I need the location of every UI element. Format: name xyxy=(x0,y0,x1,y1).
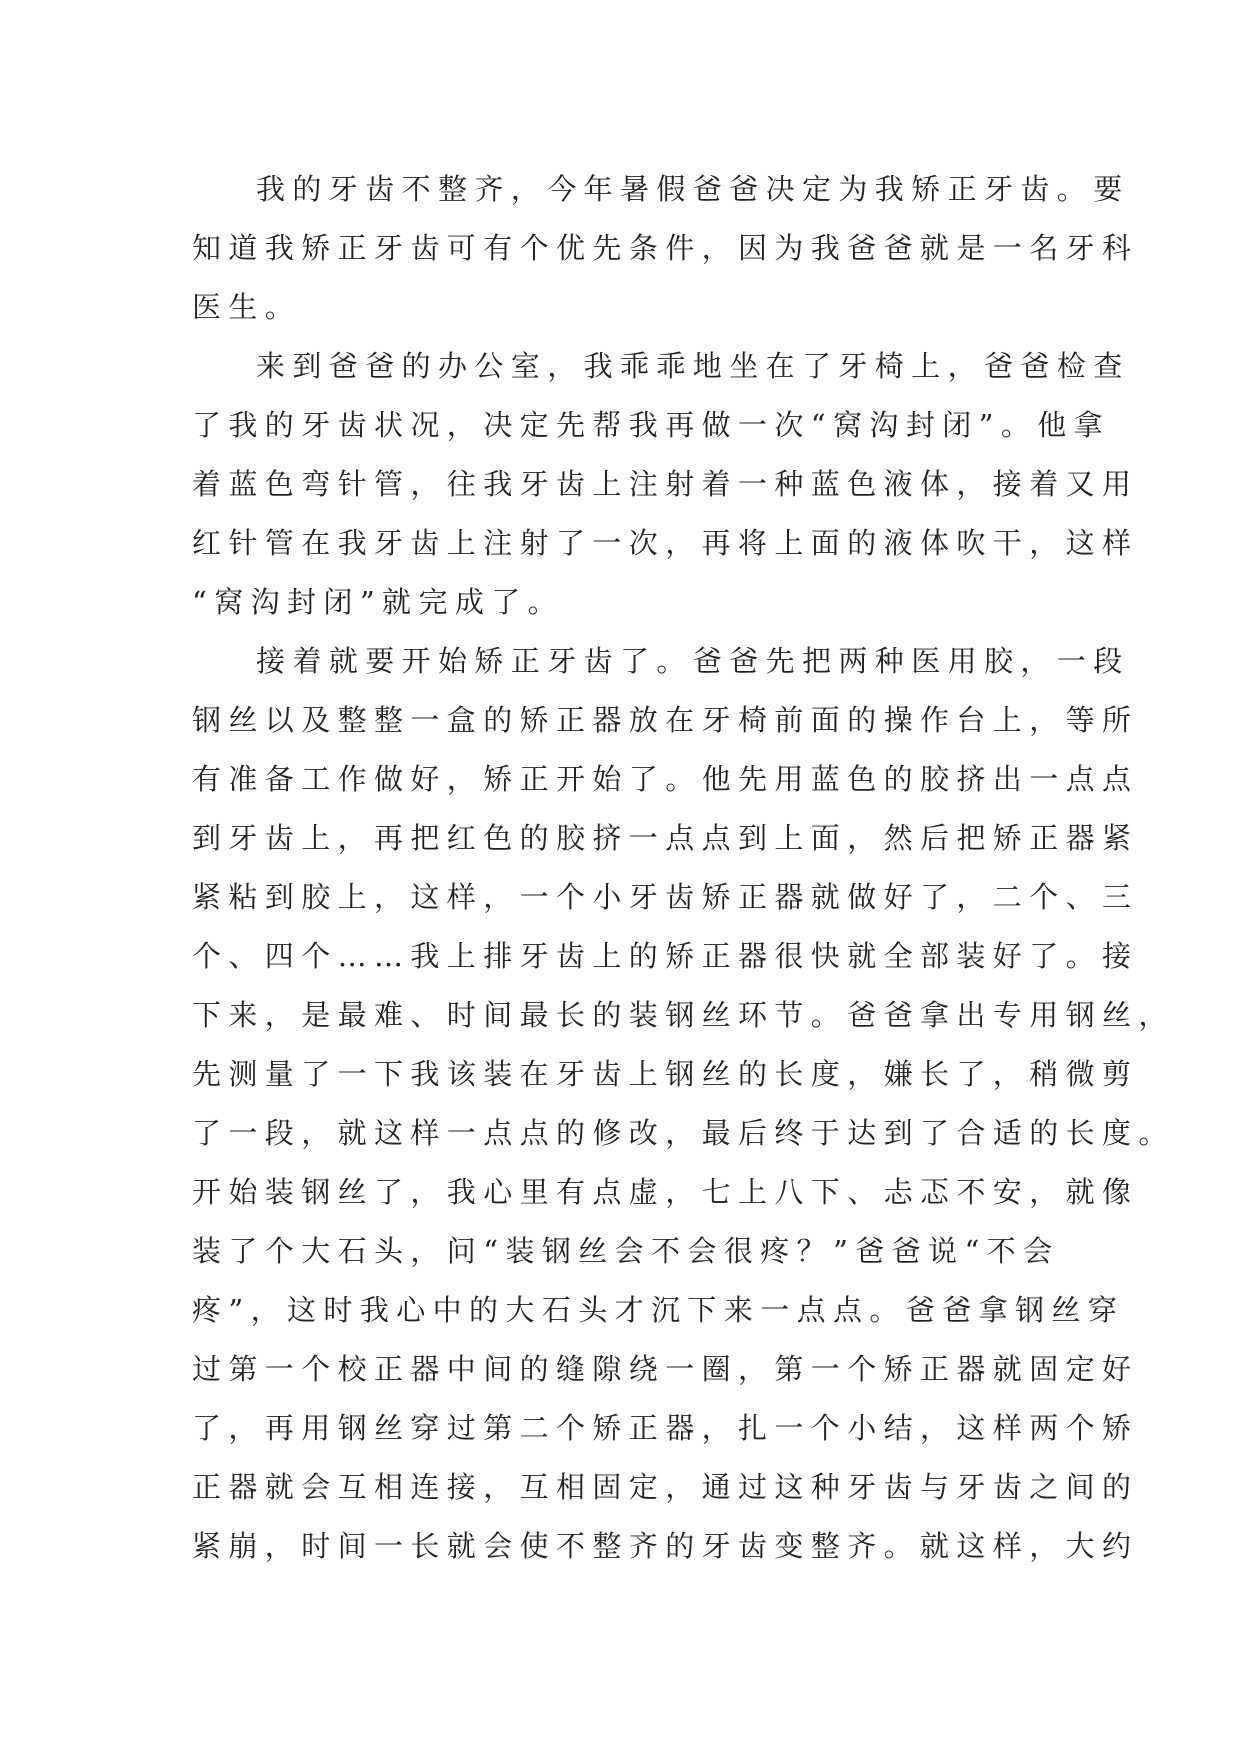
text-line: 了，再用钢丝穿过第二个矫正器，扎一个小结，这样两个矫 xyxy=(192,1411,1139,1445)
text-line: 装了个大石头，问“装钢丝会不会很疼？”爸爸说“不会 xyxy=(192,1234,1060,1268)
text-line: 先测量了一下我该装在牙齿上钢丝的长度，嫌长了，稍微剪 xyxy=(192,1057,1139,1091)
text-line: 接着就要开始矫正牙齿了。爸爸先把两种医用胶，一段 xyxy=(256,644,1130,678)
text-line: 了一段，就这样一点点的修改，最后终于达到了合适的长度。 xyxy=(192,1116,1175,1150)
text-line: 紧崩，时间一长就会使不整齐的牙齿变整齐。就这样，大约 xyxy=(192,1529,1139,1563)
text-line: 个、四个……我上排牙齿上的矫正器很快就全部装好了。接 xyxy=(192,939,1139,973)
text-line: 我的牙齿不整齐，今年暑假爸爸决定为我矫正牙齿。要 xyxy=(256,172,1130,206)
text-line: 开始装钢丝了，我心里有点虚，七上八下、忐忑不安，就像 xyxy=(192,1175,1139,1209)
text-line: 有准备工作做好，矫正开始了。他先用蓝色的胶挤出一点点 xyxy=(192,762,1139,796)
text-line: 医生。 xyxy=(192,290,302,324)
text-line: 红针管在我牙齿上注射了一次，再将上面的液体吹干，这样 xyxy=(192,526,1139,560)
text-line: 疼”，这时我心中的大石头才沉下来一点点。爸爸拿钢丝穿 xyxy=(192,1293,1125,1327)
text-line: 下来，是最难、时间最长的装钢丝环节。爸爸拿出专用钢丝， xyxy=(192,998,1175,1032)
text-line: 正器就会互相连接，互相固定，通过这种牙齿与牙齿之间的 xyxy=(192,1470,1139,1504)
text-line: “窝沟封闭”就完成了。 xyxy=(192,585,565,619)
text-line: 到牙齿上，再把红色的胶挤一点点到上面，然后把矫正器紧 xyxy=(192,821,1139,855)
text-line: 来到爸爸的办公室，我乖乖地坐在了牙椅上，爸爸检查 xyxy=(256,349,1130,383)
text-line: 过第一个校正器中间的缝隙绕一圈，第一个矫正器就固定好 xyxy=(192,1352,1139,1386)
text-line: 钢丝以及整整一盒的矫正器放在牙椅前面的操作台上，等所 xyxy=(192,703,1139,737)
text-line: 了我的牙齿状况，决定先帮我再做一次“窝沟封闭”。他拿 xyxy=(192,408,1111,442)
essay-body xyxy=(192,160,1175,1576)
paragraph-2 xyxy=(192,337,1139,632)
text-line: 知道我矫正牙齿可有个优先条件，因为我爸爸就是一名牙科 xyxy=(192,231,1139,265)
text-line: 着蓝色弯针管，往我牙齿上注射着一种蓝色液体，接着又用 xyxy=(192,467,1139,501)
paragraph-3 xyxy=(192,632,1175,1576)
text-line: 紧粘到胶上，这样，一个小牙齿矫正器就做好了，二个、三 xyxy=(192,880,1139,914)
paragraph-1 xyxy=(192,160,1139,337)
